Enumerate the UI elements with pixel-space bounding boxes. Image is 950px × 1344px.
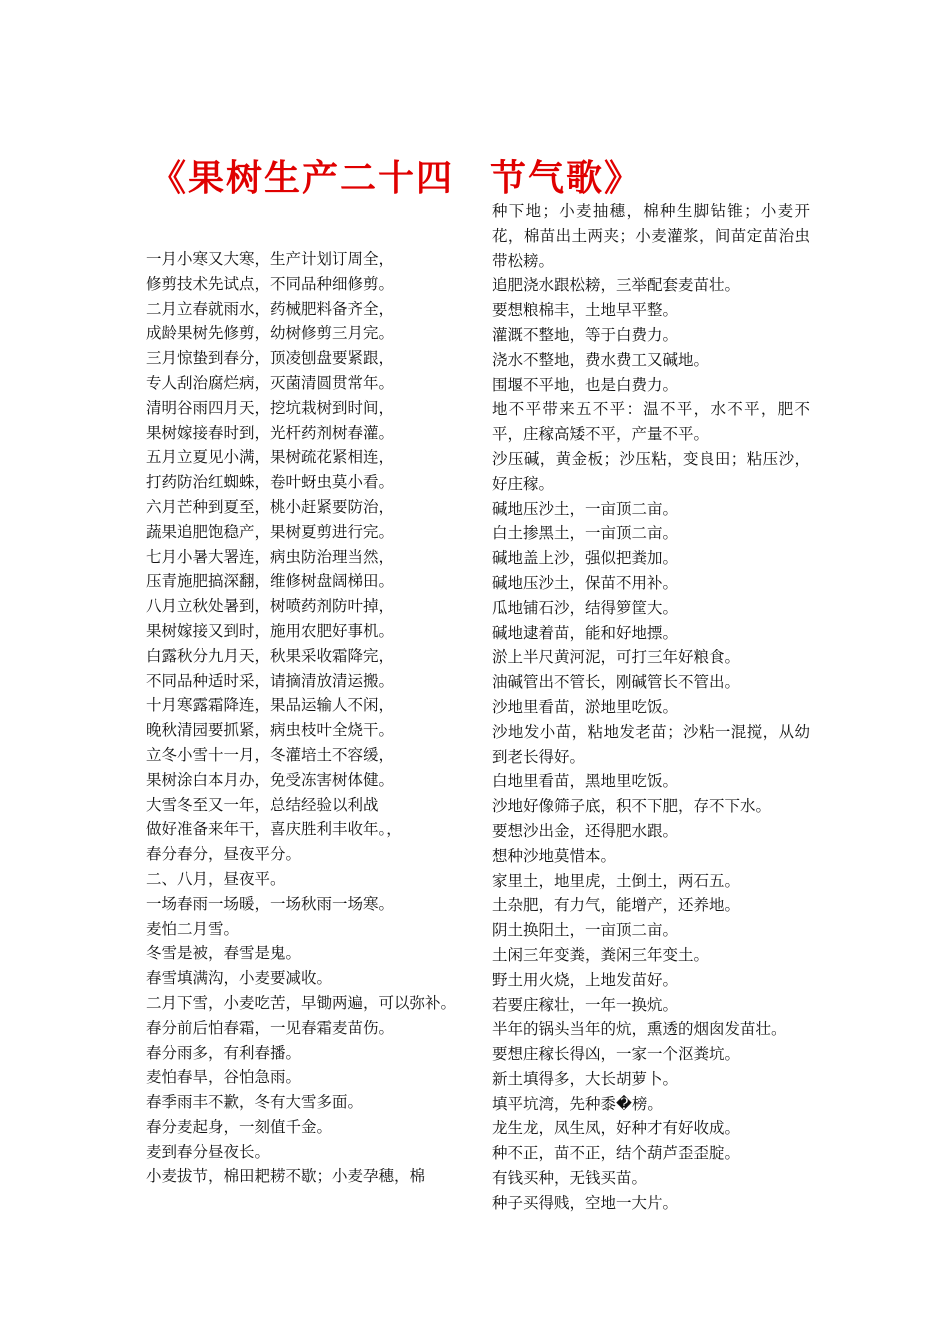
text-line: 八月立秋处暑到，树喷药剂防叶掉，: [146, 597, 395, 616]
text-line: 三月惊蛰到春分，顶凌刨盘要紧跟，: [146, 349, 395, 368]
text-line: 小麦拔节，棉田耙耢不歇；小麦孕穗，棉: [146, 1167, 426, 1186]
text-line: 种下地；小麦抽穗，棉种生脚钻锥；小麦开花，棉苗出土两夹；小麦灌浆，间苗定苗治虫带松耪。: [492, 202, 810, 270]
text-line: 碱地压沙土，保苗不用补。: [492, 573, 679, 592]
text-line: 野土用火烧，上地发苗好。: [492, 970, 679, 989]
text-line: 春分麦起身，一刻值千金。: [146, 1117, 333, 1136]
text-line: 清明谷雨四月天，挖坑栽树到时间，: [146, 398, 395, 417]
text-line: 二、八月，昼夜平。: [146, 869, 286, 888]
text-line: 淤上半尺黄河泥，可打三年好粮食。: [492, 648, 741, 667]
text-line: 二月立春就雨水，药械肥料备齐全，: [146, 299, 395, 318]
text-line: 碱地压沙土，一亩顶二亩。: [492, 499, 679, 518]
text-line: 沙地里看苗，淤地里吃饭。: [492, 697, 679, 716]
text-line: 围堰不平地，也是白费力。: [492, 375, 679, 394]
text-line: 填平坑湾，先种黍�榜。: [492, 1094, 663, 1113]
text-line: 瓜地铺石沙，结得箩筐大。: [492, 598, 679, 617]
text-line: 龙生龙，凤生凤，好种才有好收成。: [492, 1119, 741, 1138]
text-line: 果树嫁接春时到，光杆药剂树春灌。: [146, 423, 395, 442]
text-line: 打药防治红蜘蛛，卷叶蚜虫莫小看。: [146, 473, 395, 492]
text-line: 追肥浇水跟松耪，三举配套麦苗壮。: [492, 276, 741, 295]
text-line: 想种沙地莫惜本。: [492, 846, 617, 865]
title-part-1: 《果树生产二十四: [150, 157, 455, 199]
text-line: 春分前后怕春霜，一见春霜麦苗伤。: [146, 1018, 395, 1037]
text-line: 蔬果追肥饱稳产，果树夏剪进行完。: [146, 522, 395, 541]
text-line: 十月寒露霜降连，果品运输人不闲，: [146, 696, 395, 715]
text-line: 大雪冬至又一年，总结经验以利战: [146, 795, 379, 814]
text-line: 不同品种适时采，请摘清放清运搬。: [146, 671, 395, 690]
text-line: 麦怕二月雪。: [146, 919, 240, 938]
text-line: 麦到春分昼夜长。: [146, 1142, 271, 1161]
text-line: 白土掺黑土，一亩顶二亩。: [492, 524, 679, 543]
text-line: 春分春分，昼夜平分。: [146, 845, 302, 864]
text-line: 春季雨丰不歉，冬有大雪多面。: [146, 1093, 364, 1112]
title-part-2: 节气歌》: [490, 157, 643, 199]
text-line: 六月芒种到夏至，桃小赶紧要防治，: [146, 497, 395, 516]
text-line: 一月小寒又大寒，生产计划订周全，: [146, 250, 395, 268]
text-line: 二月下雪，小麦吃苦，早锄两遍，可以弥补。: [146, 993, 457, 1012]
text-line: 地不平带来五不平：温不平，水不平，肥不平，庄稼高矮不平，产量不平。: [492, 400, 810, 444]
text-line: 浇水不整地，费水费工又碱地。: [492, 350, 710, 369]
text-line: 半年的锅头当年的炕，熏透的烟囱发苗壮。: [492, 1020, 787, 1039]
text-line: 做好准备来年干，喜庆胜利丰收年。，: [146, 820, 402, 839]
text-line: 白地里看苗，黑地里吃饭。: [492, 772, 679, 791]
text-line: 沙地发小苗，粘地发老苗；沙粘一混搅，从幼到老长得好。: [492, 722, 810, 766]
document-title: [150, 150, 650, 206]
text-line: 春雪填满沟，小麦要减收。: [146, 969, 333, 988]
text-line: 阴土换阳土，一亩顶二亩。: [492, 921, 679, 940]
text-line: 土杂肥，有力气，能增产，还养地。: [492, 896, 741, 915]
text-line: 种子买得贱，空地一大片。: [492, 1193, 679, 1212]
text-line: 灌溉不整地，等于白费力。: [492, 325, 679, 344]
text-line: 晚秋清园要抓紧，病虫枝叶全烧干。: [146, 721, 395, 740]
left-column: [146, 247, 464, 1189]
text-line: 碱地盖上沙，强似把粪加。: [492, 549, 679, 568]
text-line: 五月立夏见小满，果树疏花紧相连，: [146, 448, 395, 467]
text-line: 春分雨多，有利春播。: [146, 1043, 302, 1062]
text-line: 新土填得多，大长胡萝卜。: [492, 1069, 679, 1088]
text-line: 压青施肥搞深翻，维修树盘阔梯田。: [146, 572, 395, 591]
text-line: 立冬小雪十一月，冬灌培土不容缓，: [146, 745, 395, 764]
text-line: 沙压碱，黄金板；沙压粘，变良田；粘压沙，好庄稼。: [492, 449, 810, 493]
text-line: 果树涂白本月办，免受冻害树体健。: [146, 770, 395, 789]
text-line: 沙地好像筛子底，积不下肥，存不下水。: [492, 797, 772, 816]
text-line: 若要庄稼壮，一年一换炕。: [492, 995, 679, 1014]
text-line: 碱地逮着苗，能和好地摽。: [492, 623, 679, 642]
text-line: 白露秋分九月天，秋果采收霜降完，: [146, 646, 395, 665]
text-line: 要想庄稼长得凶，一家一个沤粪坑。: [492, 1045, 741, 1064]
text-line: 成龄果树先修剪，幼树修剪三月完。: [146, 324, 395, 343]
text-line: 七月小暑大署连，病虫防治理当然，: [146, 547, 395, 566]
text-line: 要想沙出金，还得肥水跟。: [492, 821, 679, 840]
text-line: 修剪技术先试点，不同品种细修剪。: [146, 274, 395, 293]
text-line: 专人刮治腐烂病，灭菌清圆贯常年。: [146, 373, 395, 392]
text-line: 要想粮棉丰，土地早平整。: [492, 301, 679, 320]
text-line: 油碱管出不管长，刚碱管长不管出。: [492, 673, 741, 692]
text-line: 冬雪是被，春雪是鬼。: [146, 944, 302, 963]
text-line: 土闲三年变粪，粪闲三年变土。: [492, 945, 710, 964]
text-line: 家里土，地里虎，土倒土，两石五。: [492, 871, 741, 890]
text-line: 一场春雨一场暖，一场秋雨一场寒。: [146, 894, 395, 913]
text-line: 有钱买种，无钱买苗。: [492, 1169, 648, 1188]
text-line: 种不正，苗不正，结个葫芦歪歪腚。: [492, 1144, 741, 1163]
text-line: 麦怕春旱，谷怕急雨。: [146, 1068, 302, 1087]
right-column: [492, 199, 810, 1216]
text-line: 果树嫁接又到时，施用农肥好事机。: [146, 621, 395, 640]
